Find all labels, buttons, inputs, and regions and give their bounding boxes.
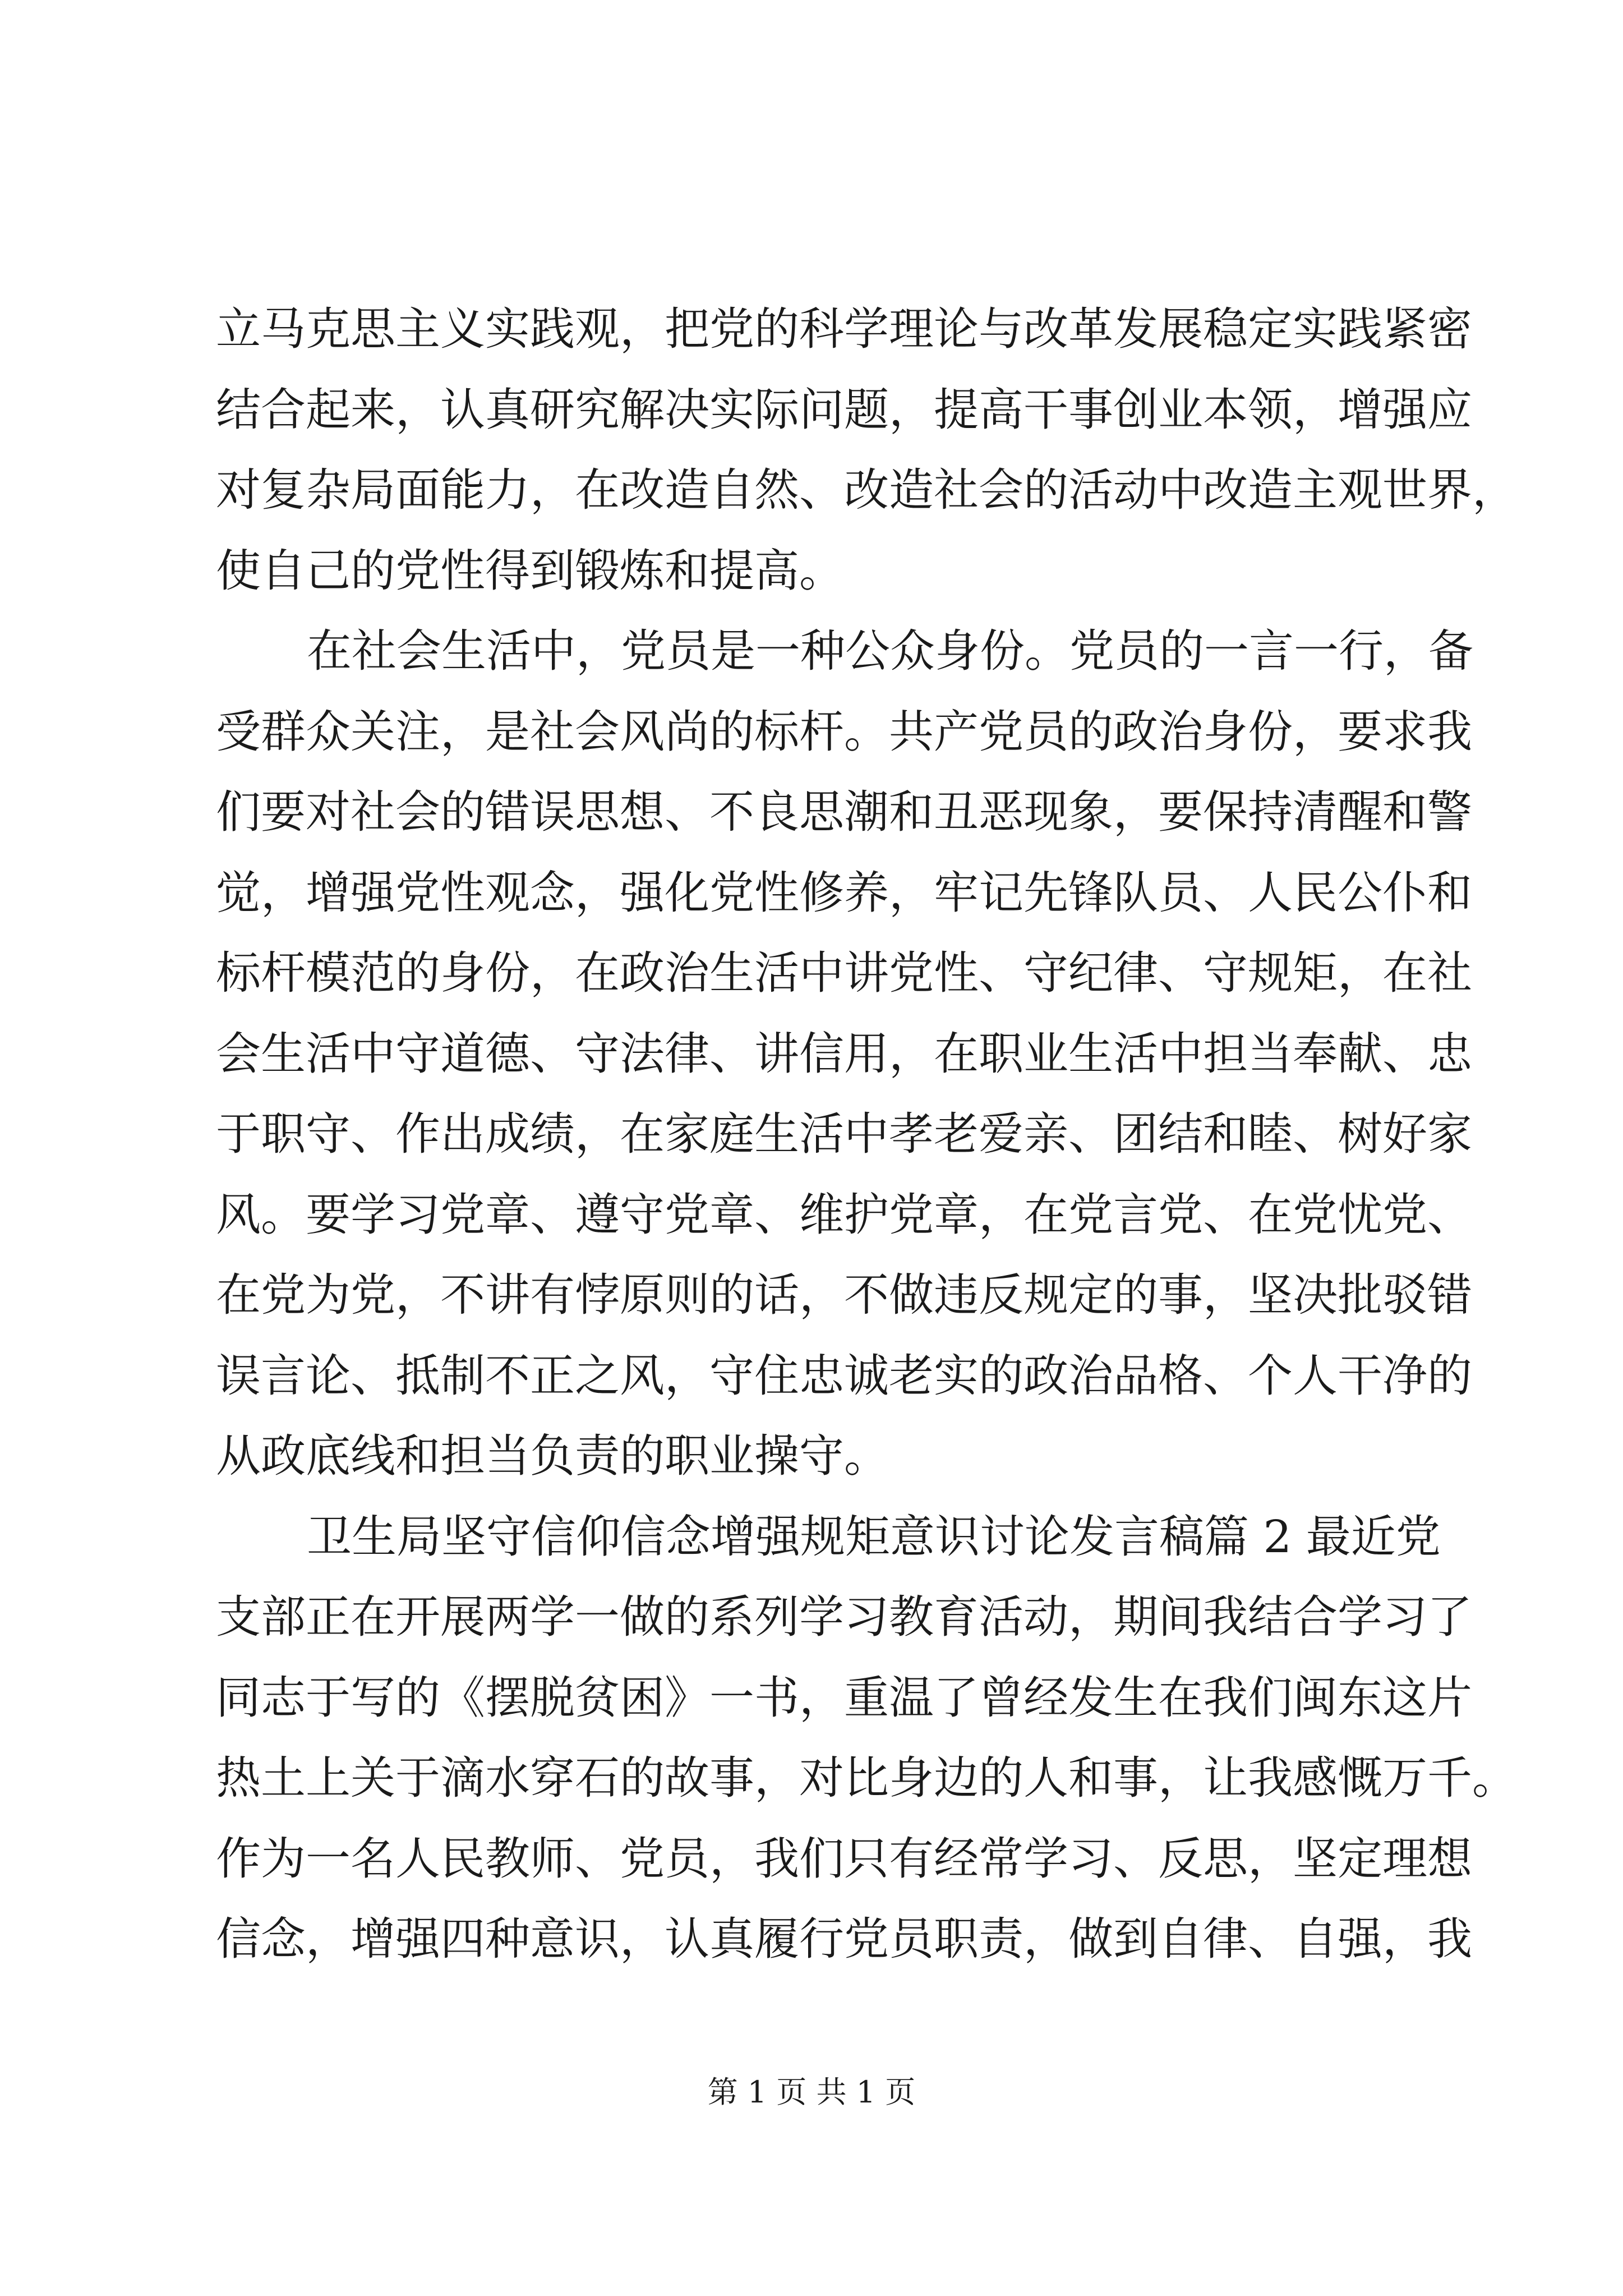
text-line: 于职守、作出成绩，在家庭生活中孝老爱亲、团结和睦、树好家	[216, 1108, 1472, 1160]
text-line: 受群众关注，是社会风尚的标杆。共产党员的政治身份，要求我	[216, 705, 1472, 758]
text-line: 会生活中守道德、守法律、讲信用，在职业生活中担当奉献、忠	[216, 1027, 1472, 1080]
page-footer: 第 1 页 共 1 页	[707, 2074, 916, 2110]
text-line: 卫生局坚守信仰信念增强规矩意识讨论发言稿篇 2 最近党	[307, 1510, 1441, 1563]
text-line: 风。要学习党章、遵守党章、维护党章，在党言党、在党忧党、	[216, 1188, 1472, 1241]
text-line: 支部正在开展两学一做的系列学习教育活动，期间我结合学习了	[216, 1591, 1472, 1643]
text-line: 对复杂局面能力，在改造自然、改造社会的活动中改造主观世界，	[216, 464, 1517, 516]
text-line: 从政底线和担当负责的职业操守。	[216, 1430, 889, 1482]
text-line: 在社会生活中，党员是一种公众身份。党员的一言一行，备	[307, 625, 1473, 677]
text-line: 同志于写的《摆脱贫困》一书，重温了曾经发生在我们闽东这片	[216, 1671, 1472, 1724]
text-line: 立马克思主义实践观，把党的科学理论与改革发展稳定实践紧密	[216, 303, 1472, 355]
text-line: 在党为党，不讲有悖原则的话，不做违反规定的事，坚决批驳错	[216, 1269, 1472, 1321]
text-line: 结合起来，认真研究解决实际问题，提高干事创业本领，增强应	[216, 383, 1472, 436]
text-line: 误言论、抵制不正之风，守住忠诚老实的政治品格、个人干净的	[216, 1349, 1472, 1402]
text-line: 信念，增强四种意识，认真履行党员职责，做到自律、自强，我	[216, 1913, 1472, 1965]
document-body	[216, 289, 1517, 1980]
text-line: 标杆模范的身份，在政治生活中讲党性、守纪律、守规矩，在社	[216, 947, 1472, 999]
text-line: 觉，增强党性观念，强化党性修养，牢记先锋队员、人民公仆和	[216, 866, 1472, 919]
text-line: 热土上关于滴水穿石的故事，对比身边的人和事，让我感慨万千。	[216, 1752, 1517, 1804]
text-line: 们要对社会的错误思想、不良思潮和丑恶现象，要保持清醒和警	[216, 786, 1472, 838]
text-line: 作为一名人民教师、党员，我们只有经常学习、反思，坚定理想	[216, 1832, 1472, 1885]
text-line: 使自己的党性得到锻炼和提高。	[216, 544, 844, 597]
